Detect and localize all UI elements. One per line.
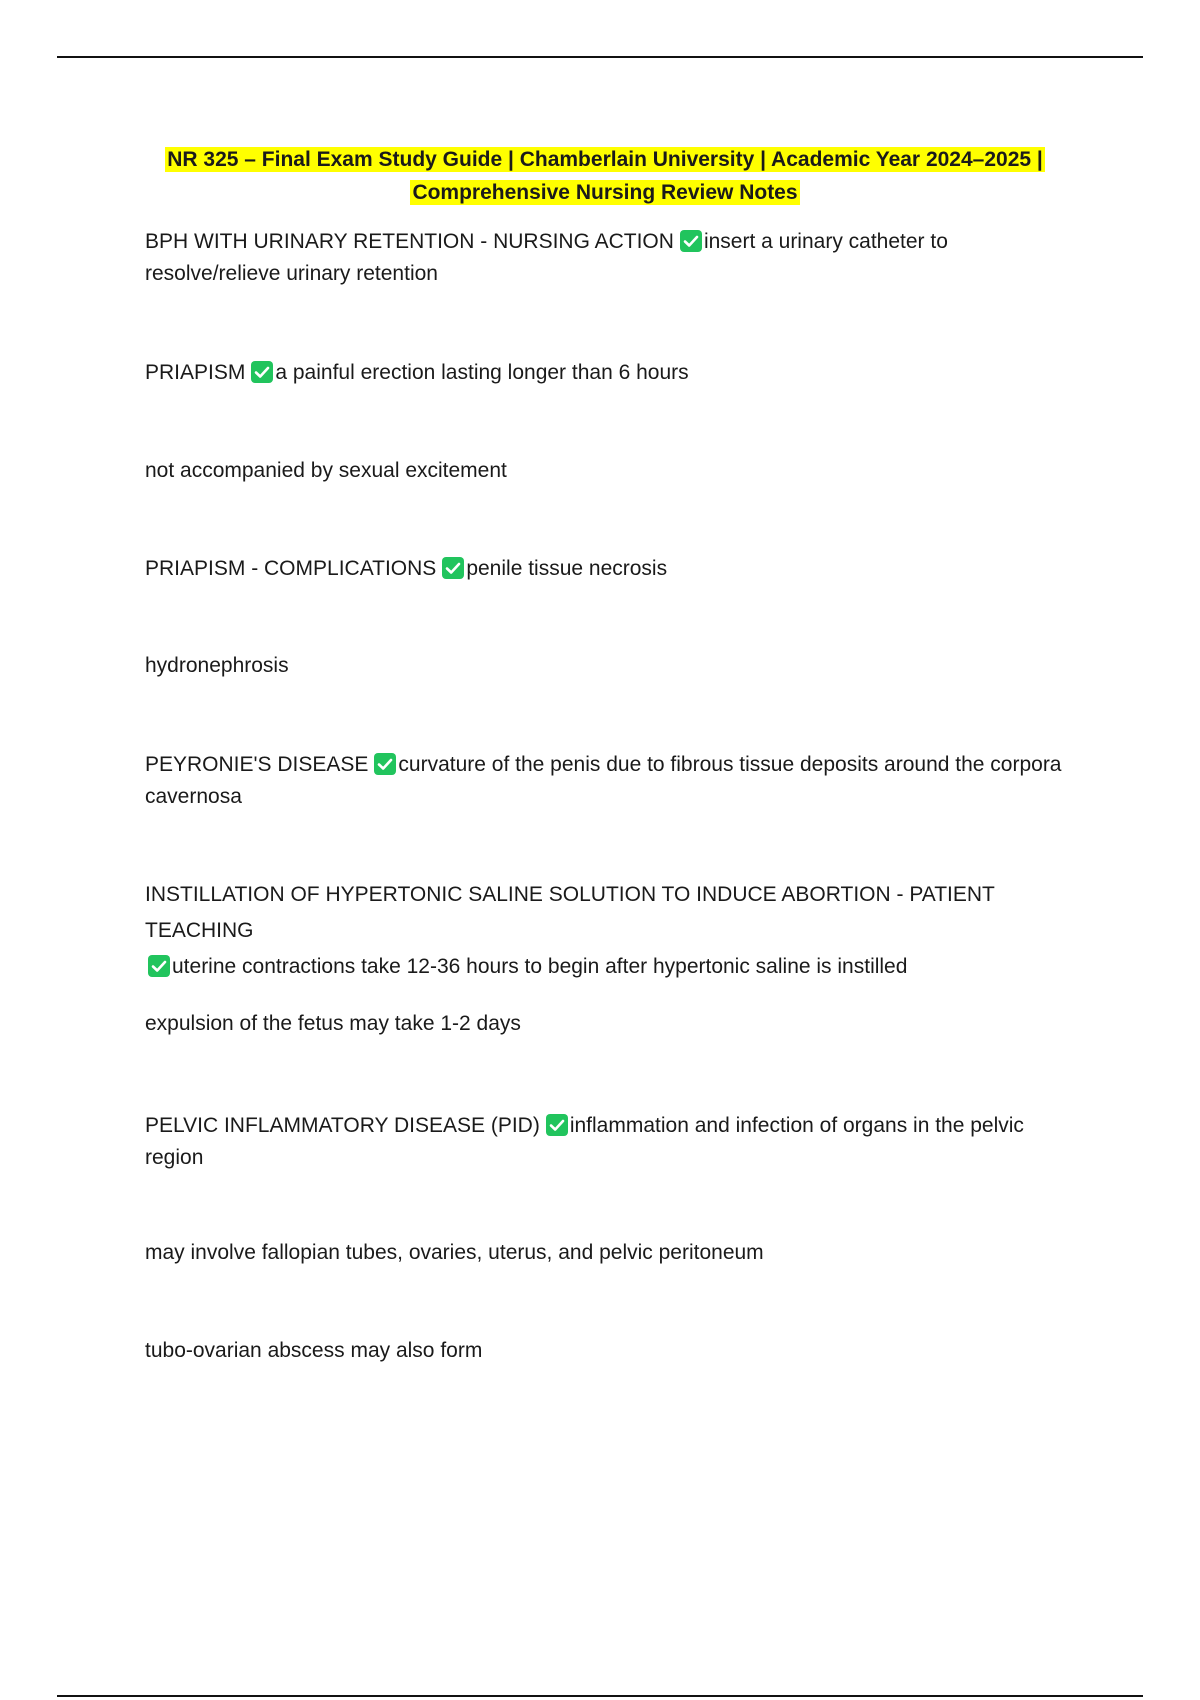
entry-term: PELVIC INFLAMMATORY DISEASE (PID) — [145, 1114, 540, 1137]
entry-term: PRIAPISM - COMPLICATIONS — [145, 557, 437, 580]
check-mark-icon — [680, 230, 702, 252]
entry-peyronie — [145, 749, 1075, 813]
check-mark-icon — [442, 557, 464, 579]
entry-definition: a painful erection lasting longer than 6 hours — [275, 361, 689, 384]
entry-term: PEYRONIE'S DISEASE — [145, 753, 369, 776]
entry-definition: penile tissue necrosis — [466, 557, 668, 580]
entry-text: may involve fallopian tubes, ovaries, uterus, and pelvic peritoneum — [145, 1241, 764, 1264]
title-line-1: NR 325 – Final Exam Study Guide | Chamberlain University | Academic Year 2024–2025 | — [167, 148, 1043, 171]
entry-text: expulsion of the fetus may take 1-2 days — [145, 1012, 521, 1035]
entry-bph — [145, 226, 1075, 290]
entry-text: not accompanied by sexual excitement — [145, 459, 507, 482]
entry-saline — [145, 877, 1075, 985]
entry-term: BPH WITH URINARY RETENTION - NURSING ACTION — [145, 230, 674, 253]
top-rule — [57, 56, 1143, 58]
entry-priapism-complications — [145, 553, 1075, 585]
entry-definition: curvature of the penis due to fibrous tissue deposits around the corpora cavernosa — [145, 753, 1062, 808]
entry-pid — [145, 1110, 1075, 1174]
check-mark-icon — [374, 753, 396, 775]
check-mark-icon — [251, 361, 273, 383]
entry-term: PRIAPISM — [145, 361, 246, 384]
entry-priapism — [145, 357, 1075, 389]
check-mark-icon — [546, 1114, 568, 1136]
entry-term: INSTILLATION OF HYPERTONIC SALINE SOLUTION TO INDUCE ABORTION - PATIENT TEACHING — [145, 883, 995, 942]
entry-definition: uterine contractions take 12-36 hours to begin after hypertonic saline is instilled — [172, 955, 908, 978]
entry-text: tubo-ovarian abscess may also form — [145, 1339, 483, 1362]
check-mark-icon — [148, 955, 170, 977]
entry-definition: inflammation and infection of organs in the pelvic region — [145, 1114, 1024, 1169]
bottom-rule — [57, 1695, 1143, 1697]
document-title — [145, 143, 1065, 209]
entry-definition: insert a urinary catheter to resolve/relieve urinary retention — [145, 230, 948, 285]
entry-text: hydronephrosis — [145, 654, 289, 677]
title-line-2: Comprehensive Nursing Review Notes — [412, 181, 798, 204]
